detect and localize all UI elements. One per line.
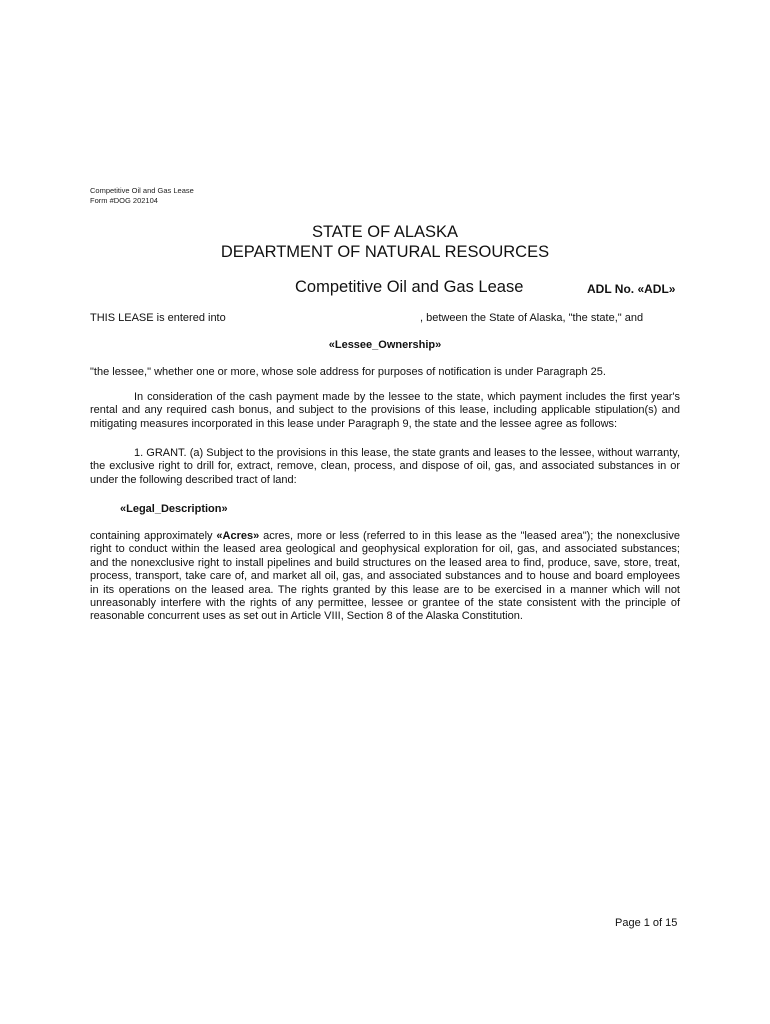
page-number: Page 1 of 15 [615, 917, 678, 929]
grant-paragraph [90, 447, 680, 487]
containing-body: acres, more or less (referred to in this lease as the "leased area"); the nonexclusive right to conduct within the leased area geological and geophysical exploration for oil, gas, and associated substances; and the nonexclusive right to install pipelines and build structures on the leased area to find, produce, save, store, treat, process, transport, take care of, and market all oil, gas, and associated substances and to house and board employees in its operations on the leased area. The rights granted by this lease are to be exercised in a manner which will not unreasonably interfere with the rights of any permittee, lessee or grantee of the state consistent with the principle of reasonable concurrent uses as set out in Article VIII, Section 8 of the Alaska Constitution. [90, 530, 680, 623]
adl-number: ADL No. «ADL» [587, 282, 676, 296]
consideration-paragraph [90, 391, 680, 431]
acres-field: «Acres» [216, 530, 260, 542]
department-title: DEPARTMENT OF NATURAL RESOURCES [220, 243, 550, 261]
lessee-paragraph: "the lessee," whether one or more, whose sole address for purposes of notification is under Paragraph 25. [90, 366, 606, 378]
form-title: Competitive Oil and Gas Lease [90, 186, 194, 195]
lease-between-text: , between the State of Alaska, "the state," and [420, 312, 644, 324]
grant-text: 1. GRANT. (a) Subject to the provisions in this lease, the state grants and leases to the lessee, without warranty, the exclusive right to drill for, extract, remove, clean, process, and dispose of oil, gas, and associated substances in or under the following described tract of land: [90, 447, 680, 486]
lessee-ownership-field: «Lessee_Ownership» [328, 339, 442, 351]
form-number: Form #DOG 202104 [90, 196, 158, 205]
form-header [90, 186, 194, 206]
document-heading [0, 222, 770, 262]
legal-description-field: «Legal_Description» [120, 503, 228, 515]
containing-prefix: containing approximately [90, 530, 217, 542]
lease-title: Competitive Oil and Gas Lease [295, 278, 524, 296]
state-title: STATE OF ALASKA [311, 223, 459, 241]
consideration-text: In consideration of the cash payment made by the lessee to the state, which payment includes the first year's rental and any required cash bonus, and subject to the provisions of this lease, including applicable stipulation(s) and mitigating measures incorporated in this lease under Paragraph 9, the state and the lessee agree as follows: [90, 391, 680, 430]
containing-paragraph [90, 530, 680, 624]
lease-entered-text: THIS LEASE is entered into [90, 312, 226, 324]
